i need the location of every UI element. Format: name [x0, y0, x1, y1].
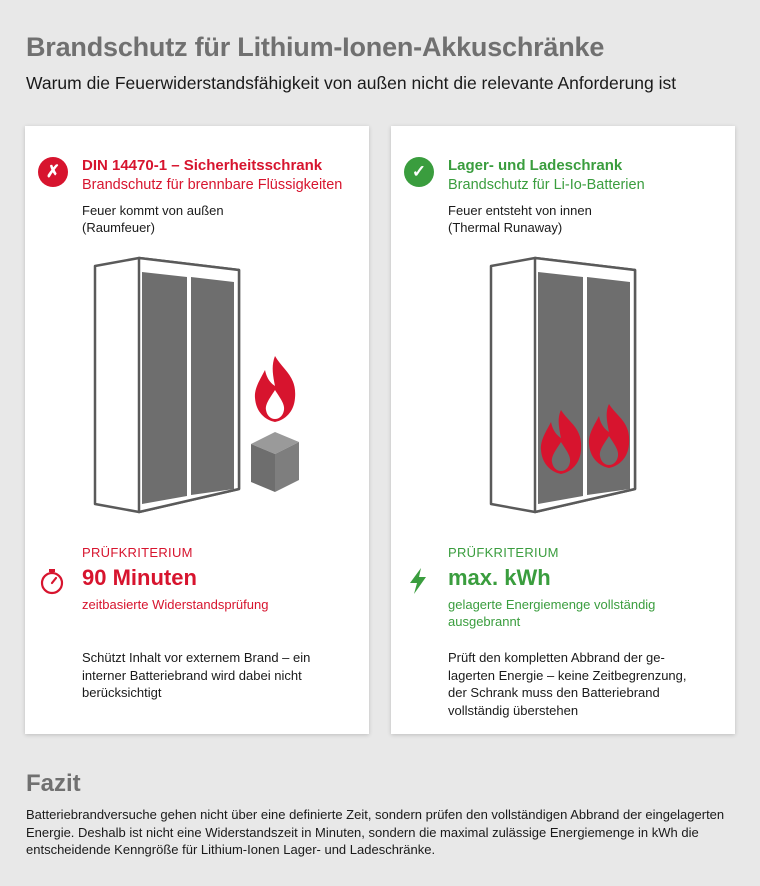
cabinet-icon [491, 258, 635, 512]
criterion-label: PRÜFKRITERIUM [448, 545, 559, 560]
card-subheading: Brandschutz für brennbare Flüssigkeiten [82, 177, 343, 193]
criterion-value: 90 Minuten [82, 565, 197, 590]
cabinet-icon [95, 258, 239, 512]
cabinet-illustration-external-fire [25, 246, 369, 526]
card-description: Feuer kommt von außen (Raumfeuer) [82, 203, 224, 235]
fazit-text: Batteriebrandversuche gehen nicht über eine definierte Zeit, sondern prüfen den vollständigen Abbrand der eingelagerten Energie. Deshalb ist nicht eine Widerstandszeit in Minuten, sondern die maximal zulässige Energiemenge in kWh die entscheidende Kenngröße für Lithium-Ionen Lager- und Ladeschränke. [26, 807, 725, 857]
external-fire-box [251, 356, 299, 492]
card-heading: DIN 14470-1 – Sicherheitsschrank [82, 157, 323, 174]
card-body-text: Schützt Inhalt vor externem Brand – ein interner Batteriebrand wird dabei nicht berücksichtigt [82, 650, 311, 700]
stopwatch-icon [37, 566, 67, 596]
card-battery-cabinet [391, 126, 735, 734]
card-safety-cabinet [25, 126, 369, 734]
card-heading: Lager- und Ladeschrank [448, 157, 623, 174]
page-subtitle: Warum die Feuerwiderstandsfähigkeit von außen nicht die relevante Anforderung ist [26, 73, 677, 93]
criterion-note: zeitbasierte Widerstandsprüfung [82, 597, 269, 612]
card-subheading: Brandschutz für Li-Io-Batterien [448, 177, 645, 193]
criterion-value: max. kWh [448, 565, 551, 590]
criterion-label: PRÜFKRITERIUM [82, 545, 193, 560]
page-title: Brandschutz für Lithium-Ionen-Akkuschränke [26, 32, 605, 62]
card-description: Feuer entsteht von innen (Thermal Runaway) [448, 203, 592, 235]
flame-icon [255, 356, 295, 422]
fazit-title: Fazit [26, 770, 81, 797]
cabinet-illustration-internal-fire [391, 246, 735, 526]
lightning-icon [403, 566, 433, 596]
card-body-text: Prüft den kompletten Abbrand der ge- lagerten Energie – keine Zeitbegrenzung, der Schrank muss den Batteriebrand vollständig überstehen [448, 650, 687, 718]
check-icon: ✓ [404, 157, 434, 187]
cross-icon: ✗ [38, 157, 68, 187]
criterion-note: gelagerte Energiemenge vollständig ausgebrannt [448, 597, 656, 629]
